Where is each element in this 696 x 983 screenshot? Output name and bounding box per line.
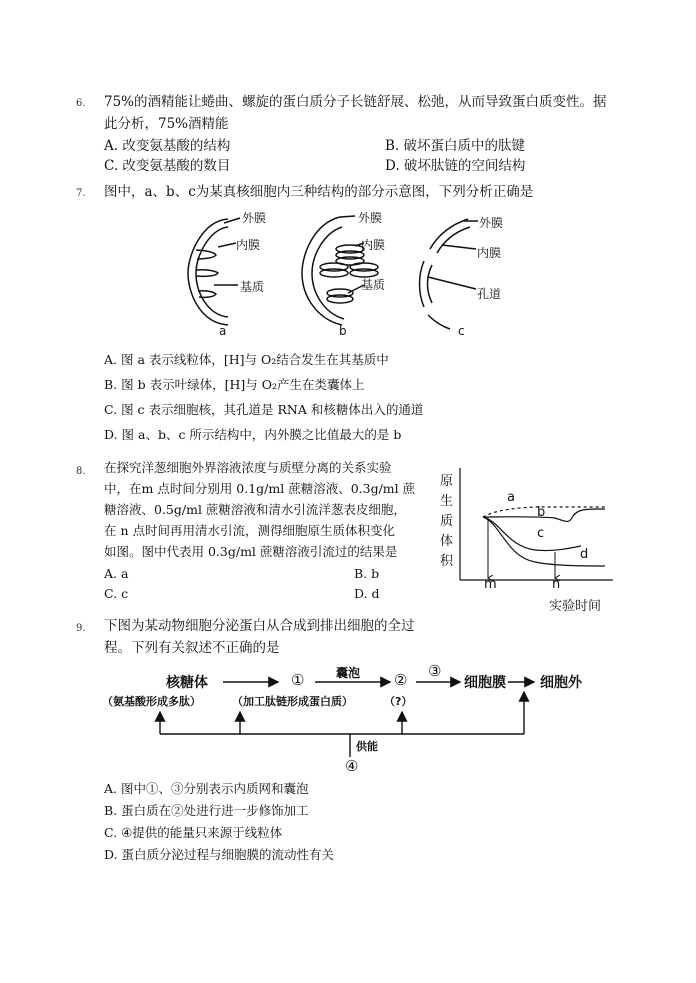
curve-label-a: a bbox=[507, 490, 515, 505]
option-b[interactable]: B. 破坏蛋白质中的肽键 bbox=[385, 138, 526, 154]
question-stem-line: 中，在m 点时间分别用 0.1g/ml 蔗糖溶液、0.3g/ml 蔗 bbox=[104, 481, 416, 496]
step-1-function: （加工肽链形成蛋白质） bbox=[232, 695, 353, 708]
label-inner-membrane: 内膜 bbox=[236, 238, 261, 252]
option-d[interactable]: D. 破坏肽链的空间结构 bbox=[385, 158, 526, 174]
curve-label-b: b bbox=[537, 505, 546, 520]
option-a[interactable]: A. a bbox=[104, 566, 129, 581]
label-inner-membrane: 内膜 bbox=[477, 246, 502, 260]
cell-membrane-label: 细胞膜 bbox=[464, 675, 506, 691]
ribosome-label: 核糖体 bbox=[166, 675, 208, 691]
caption-b: b bbox=[339, 324, 347, 338]
mitochondrion-diagram bbox=[188, 218, 240, 325]
question-stem: 下图为某动物细胞分泌蛋白从合成到排出细胞的全过 bbox=[104, 618, 415, 634]
chloroplast-diagram bbox=[302, 216, 378, 325]
label-matrix: 基质 bbox=[240, 280, 265, 294]
question-number: 9. bbox=[76, 623, 86, 634]
question-stem-line: 如图。图中代表用 0.3g/ml 蔗糖溶液引流过的结果是 bbox=[104, 544, 398, 559]
option-d[interactable]: D. d bbox=[354, 586, 380, 601]
x-axis-label: 实验时间 bbox=[549, 599, 602, 614]
step-3: ③ bbox=[428, 662, 442, 680]
y-axis-char: 原 bbox=[440, 474, 454, 489]
label-matrix: 基质 bbox=[361, 278, 386, 292]
curve-label-d: d bbox=[580, 547, 589, 562]
label-outer-membrane: 外膜 bbox=[242, 211, 267, 225]
step-2: ② bbox=[394, 671, 408, 689]
question-stem-cont: 此分析，75%酒精能 bbox=[104, 116, 229, 132]
option-b[interactable]: B. 蛋白质在②处进行进一步修饰加工 bbox=[104, 803, 309, 818]
option-a[interactable]: A. 图中①、③分别表示内质网和囊泡 bbox=[104, 781, 309, 796]
nucleus-envelope-diagram bbox=[420, 219, 479, 329]
option-d[interactable]: D. 图 a、b、c 所示结构中，内外膜之比值最大的是 b bbox=[104, 427, 402, 442]
point-n-label: n bbox=[552, 577, 561, 592]
y-axis-char: 生 bbox=[440, 494, 454, 509]
option-c[interactable]: C. c bbox=[104, 586, 129, 601]
question-stem: 图中，a、b、c为某真核细胞内三种结构的部分示意图，下列分析正确是 bbox=[104, 184, 534, 200]
energy-label: 供能 bbox=[356, 740, 378, 753]
option-b[interactable]: B. 图 b 表示叶绿体，[H]与 O₂产生在类囊体上 bbox=[104, 377, 365, 392]
label-pore: 孔道 bbox=[477, 287, 502, 301]
caption-a: a bbox=[219, 324, 227, 338]
caption-c: c bbox=[458, 324, 465, 338]
option-c[interactable]: C. 改变氨基酸的数目 bbox=[104, 158, 231, 174]
option-a[interactable]: A. 改变氨基酸的结构 bbox=[104, 138, 231, 154]
label-inner-membrane: 内膜 bbox=[361, 238, 386, 252]
curve-c bbox=[483, 517, 581, 551]
question-stem: 75%的酒精能让蜷曲、螺旋的蛋白质分子长链舒展、松弛，从而导致蛋白质变性。据 bbox=[104, 94, 607, 110]
step-2-function: （?） bbox=[384, 695, 413, 708]
step-4: ④ bbox=[345, 757, 359, 775]
option-d[interactable]: D. 蛋白质分泌过程与细胞膜的流动性有关 bbox=[104, 847, 335, 862]
ribosome-function: （氨基酸形成多肽） bbox=[102, 695, 201, 708]
question-stem-line: 糖溶液、0.5g/ml 蔗糖溶液和清水引流洋葱表皮细胞， bbox=[104, 502, 406, 517]
option-a[interactable]: A. 图 a 表示线粒体，[H]与 O₂结合发生在其基质中 bbox=[104, 352, 389, 367]
secretion-pathway-diagram bbox=[150, 662, 590, 782]
y-axis-char: 积 bbox=[440, 554, 454, 569]
vesicle-label: 囊泡 bbox=[336, 666, 361, 680]
label-outer-membrane: 外膜 bbox=[358, 211, 383, 225]
curve-label-c: c bbox=[537, 526, 545, 541]
question-number: 6. bbox=[76, 98, 86, 109]
question-number: 7. bbox=[76, 188, 86, 199]
label-outer-membrane: 外膜 bbox=[479, 216, 504, 230]
question-number: 8. bbox=[76, 466, 86, 477]
step-1: ① bbox=[291, 671, 305, 689]
y-axis-char: 体 bbox=[440, 534, 454, 549]
option-c[interactable]: C. 图 c 表示细胞核，其孔道是 RNA 和核糖体出入的通道 bbox=[104, 402, 424, 417]
outside-cell-label: 细胞外 bbox=[540, 675, 582, 691]
question-stem-cont: 程。下列有关叙述不正确的是 bbox=[104, 640, 280, 656]
question-stem-line: 在 n 点时间再用清水引流，测得细胞原生质体积变化 bbox=[104, 523, 395, 538]
option-b[interactable]: B. b bbox=[354, 566, 380, 581]
option-c[interactable]: C. ④提供的能量只来源于线粒体 bbox=[104, 825, 283, 840]
y-axis-char: 质 bbox=[440, 514, 454, 529]
question-stem-line: 在探究洋葱细胞外界溶液浓度与质壁分离的关系实验 bbox=[104, 460, 392, 475]
point-m-label: m bbox=[484, 577, 497, 592]
plasmolysis-chart bbox=[455, 462, 620, 587]
organelle-figure bbox=[180, 205, 520, 340]
